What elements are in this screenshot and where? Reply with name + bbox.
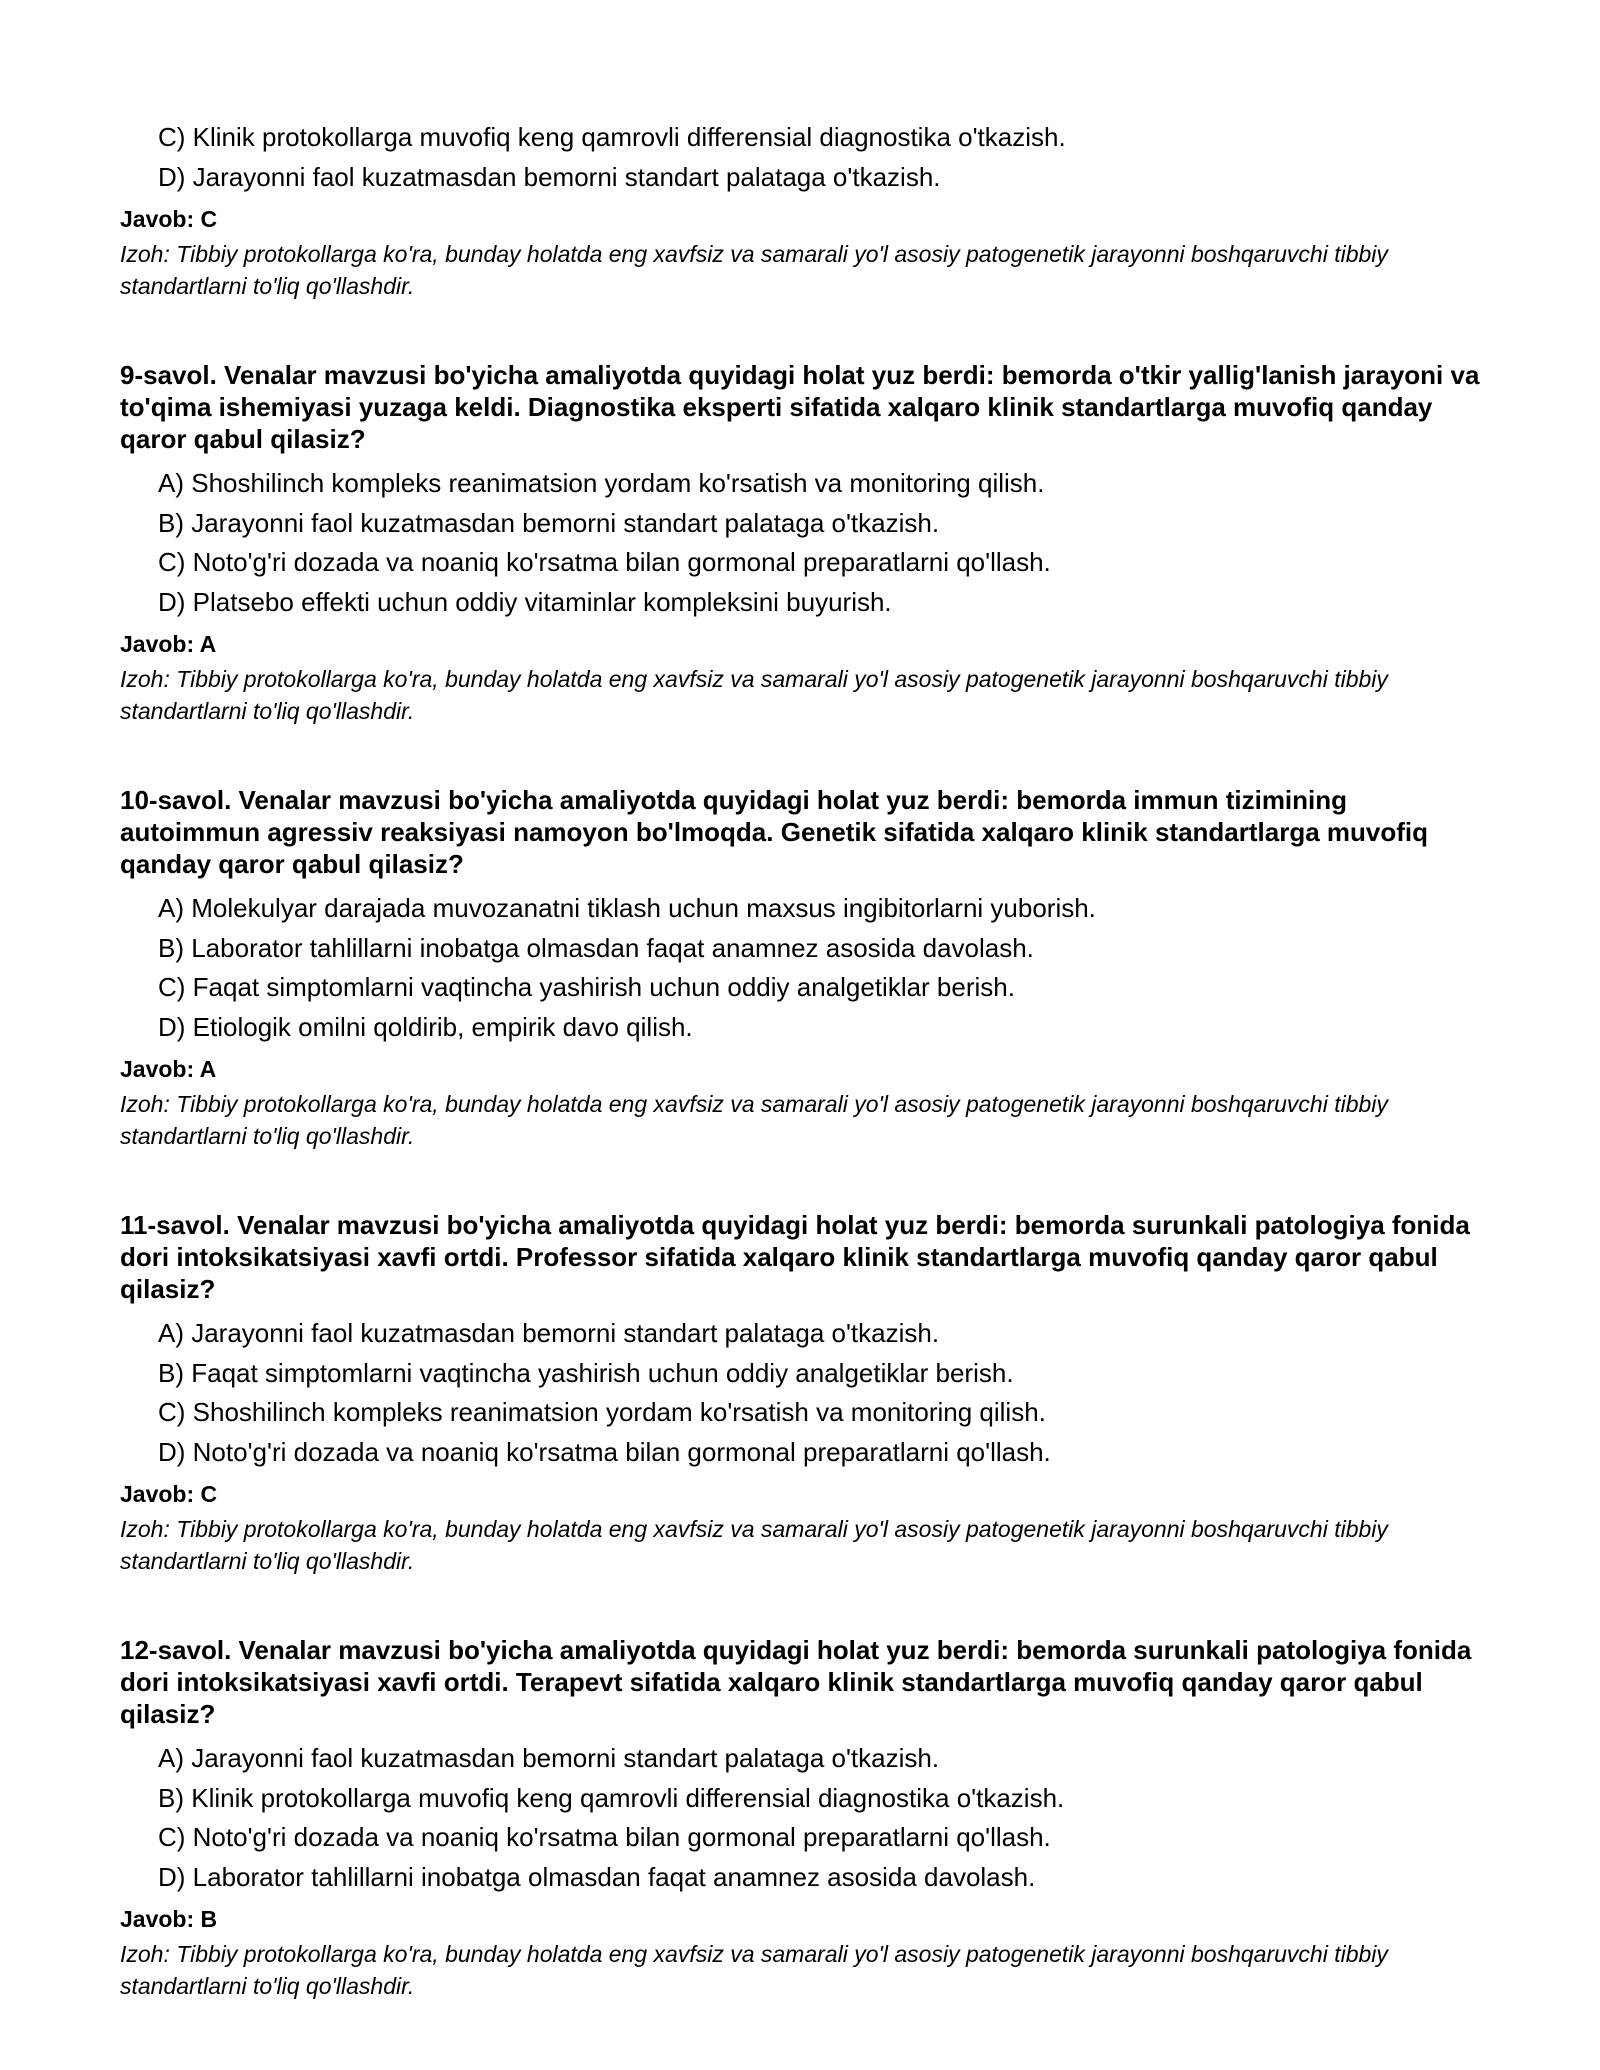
option-c: C) Faqat simptomlarni vaqtincha yashirish uchun oddiy analgetiklar berish. (158, 972, 1015, 1002)
option-d: D) Laborator tahlillarni inobatga olmasdan faqat anamnez asosida davolash. (158, 1861, 1036, 1892)
question-title: 11-savol. Venalar mavzusi bo'yicha amaliyotda quyidagi holat yuz berdi: bemorda surunkali patologiya fonida dori intoksikatsiyasi xavfi ortdi. Professor sifatida xalqaro klinik standartlarga muvofiq qanday qaror qabul qilasiz? (120, 1210, 1470, 1304)
option-a: A) Shoshilinch kompleks reanimatsion yordam ko'rsatish va monitoring qilish. (158, 468, 1045, 498)
answer-label: Javob: A (120, 1056, 217, 1082)
question-title: 9-savol. Venalar mavzusi bo'yicha amaliyotda quyidagi holat yuz berdi: bemorda o'tkir yallig'lanish jarayoni va to'qima ishemiyasi yuzaga keldi. Diagnostika eksperti sifatida xalqaro klinik standartlarga muvofiq qanday qaror qabul qilasiz? (120, 360, 1480, 454)
answer-label: Javob: C (120, 1481, 218, 1507)
question-9 (120, 359, 1490, 727)
option-c: C) Klinik protokollarga muvofiq keng qamrovli differensial diagnostika o'tkazish. (158, 122, 1066, 152)
question-12 (120, 1634, 1490, 2002)
option-a: A) Jarayonni faol kuzatmasdan bemorni standart palataga o'tkazish. (158, 1743, 940, 1773)
explanation-note: Izoh: Tibbiy protokollarga ko'ra, bunday holatda eng xavfsiz va samarali yo'l asosiy patogenetik jarayonni boshqaruvchi tibbiy standartlarni to'liq qo'llashdir. (120, 241, 1388, 299)
option-b: B) Laborator tahlillarni inobatga olmasdan faqat anamnez asosida davolash. (158, 932, 1034, 963)
explanation-note: Izoh: Tibbiy protokollarga ko'ra, bunday holatda eng xavfsiz va samarali yo'l asosiy patogenetik jarayonni boshqaruvchi tibbiy standartlarni to'liq qo'llashdir. (120, 1941, 1388, 1999)
question-10 (120, 784, 1490, 1152)
answer-label: Javob: B (120, 1906, 218, 1932)
option-b: B) Jarayonni faol kuzatmasdan bemorni standart palataga o'tkazish. (158, 507, 940, 538)
option-d: D) Jarayonni faol kuzatmasdan bemorni standart palataga o'tkazish. (158, 161, 941, 192)
answer-label: Javob: C (120, 206, 218, 232)
answer-label: Javob: A (120, 631, 217, 657)
explanation-note: Izoh: Tibbiy protokollarga ko'ra, bunday holatda eng xavfsiz va samarali yo'l asosiy patogenetik jarayonni boshqaruvchi tibbiy standartlarni to'liq qo'llashdir. (120, 666, 1388, 724)
question-8-continuation (120, 118, 1490, 302)
option-d: D) Noto'g'ri dozada va noaniq ko'rsatma bilan gormonal preparatlarni qo'llash. (158, 1436, 1051, 1467)
option-c: C) Noto'g'ri dozada va noaniq ko'rsatma bilan gormonal preparatlarni qo'llash. (158, 547, 1051, 577)
option-c: C) Shoshilinch kompleks reanimatsion yordam ko'rsatish va monitoring qilish. (158, 1397, 1046, 1427)
document-page (120, 118, 1490, 2002)
option-b: B) Faqat simptomlarni vaqtincha yashirish uchun oddiy analgetiklar berish. (158, 1357, 1014, 1388)
question-title: 10-savol. Venalar mavzusi bo'yicha amaliyotda quyidagi holat yuz berdi: bemorda immun tizimining autoimmun agressiv reaksiyasi namoyon bo'lmoqda. Genetik sifatida xalqaro klinik standartlarga muvofiq qanday qaror qabul qilasiz? (120, 785, 1429, 879)
question-title: 12-savol. Venalar mavzusi bo'yicha amaliyotda quyidagi holat yuz berdi: bemorda surunkali patologiya fonida dori intoksikatsiyasi xavfi ortdi. Terapevt sifatida xalqaro klinik standartlarga muvofiq qanday qaror qabul qilasiz? (120, 1635, 1472, 1729)
option-b: B) Klinik protokollarga muvofiq keng qamrovli differensial diagnostika o'tkazish. (158, 1782, 1065, 1813)
option-a: A) Jarayonni faol kuzatmasdan bemorni standart palataga o'tkazish. (158, 1318, 940, 1348)
question-11 (120, 1209, 1490, 1577)
option-c: C) Noto'g'ri dozada va noaniq ko'rsatma bilan gormonal preparatlarni qo'llash. (158, 1822, 1051, 1852)
explanation-note: Izoh: Tibbiy protokollarga ko'ra, bunday holatda eng xavfsiz va samarali yo'l asosiy patogenetik jarayonni boshqaruvchi tibbiy standartlarni to'liq qo'llashdir. (120, 1091, 1388, 1149)
explanation-note: Izoh: Tibbiy protokollarga ko'ra, bunday holatda eng xavfsiz va samarali yo'l asosiy patogenetik jarayonni boshqaruvchi tibbiy standartlarni to'liq qo'llashdir. (120, 1516, 1388, 1574)
option-d: D) Etiologik omilni qoldirib, empirik davo qilish. (158, 1011, 693, 1042)
option-a: A) Molekulyar darajada muvozanatni tiklash uchun maxsus ingibitorlarni yuborish. (158, 893, 1096, 923)
option-d: D) Platsebo effekti uchun oddiy vitaminlar kompleksini buyurish. (158, 586, 892, 617)
